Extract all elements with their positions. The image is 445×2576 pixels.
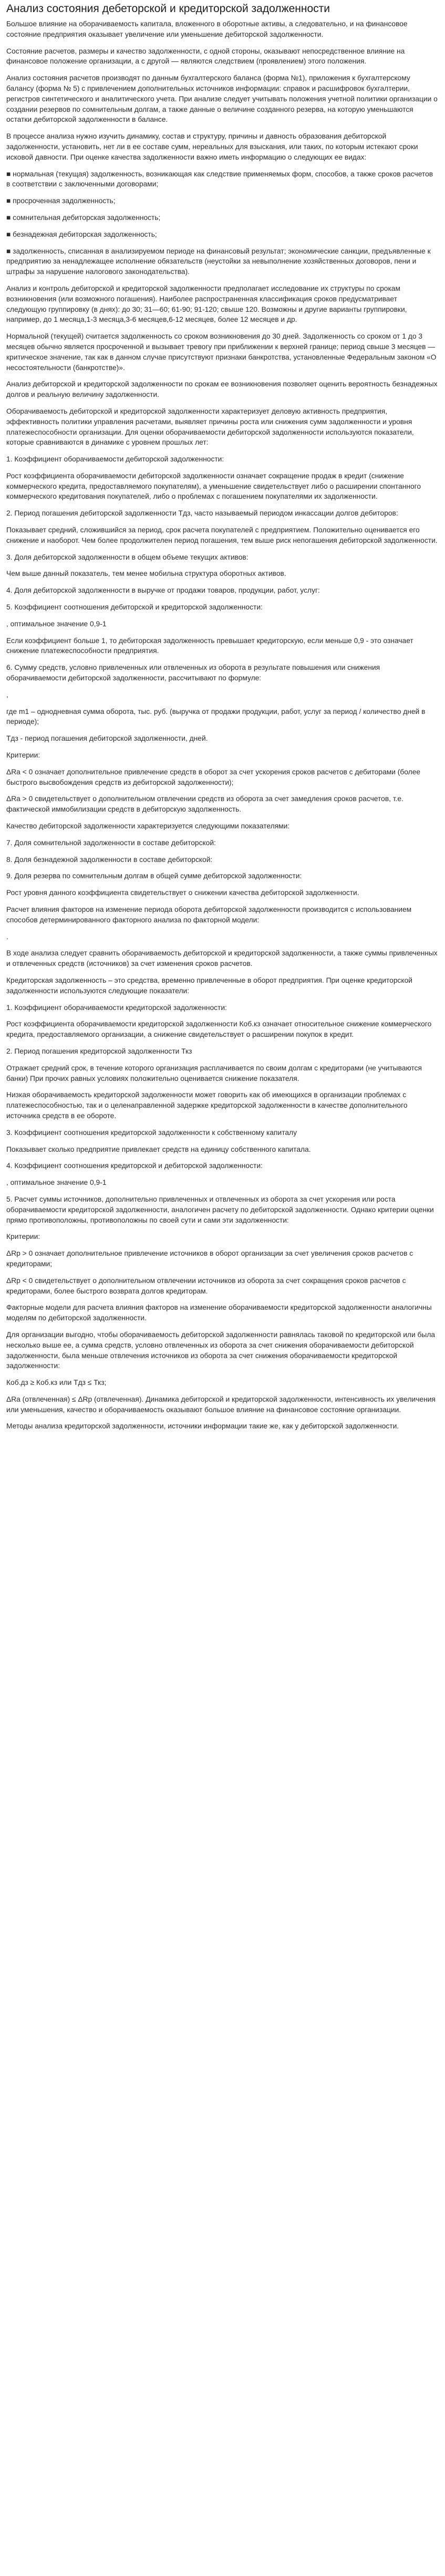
paragraph: Если коэффициент больше 1, то дебиторская задолженность превышает кредиторскую, если меньше 0,9 - это означает снижение платежеспособности предприятия.	[6, 636, 413, 655]
paragraph: 3. Коэффициент соотношения кредиторской задолженности к собственному капиталу	[6, 1128, 297, 1137]
paragraph: Оборачиваемость дебиторской и кредиторской задолженности характеризует деловую активность предприятия, эффективность политики управления расчетами, выявляет причины роста или снижения сумм задолженности и уровня платежеспособности организации. Для оценки оборачиваемости дебиторской задолженности используются показатели, которые сравниваются в динамике с уровнем прошлых лет:	[6, 407, 414, 447]
paragraph: , оптимальное значение 0,9-1	[6, 1179, 107, 1187]
bullet-item: ■ безнадежная дебиторская задолженность;	[6, 229, 439, 240]
paragraph: Большое влияние на оборачиваемость капитала, вложенного в оборотные активы, а следовательно, и на финансовое состояние предприятия оказывает увеличение или уменьшение дебиторской задолженности.	[6, 20, 408, 38]
paragraph: Коб.дз ≥ Коб.кз или Тдз ≤ Ткз;	[6, 1379, 107, 1387]
paragraph: Для организации выгодно, чтобы оборачиваемость дебиторской задолженности равнялась таковой по кредиторской или была несколько выше ее, а сумма средств, условно отвлеченных из оборота за счет снижения оборачиваемости дебиторской задолженности, была меньше отвлечения источников из оборота за счет снижения оборачиваемости кредиторской задолженности:	[6, 1330, 436, 1370]
paragraph: где m1 – однодневная сумма оборота, тыс. руб. (выручка от продажи продукции, работ, услуг за период / количество дней в периоде);	[6, 707, 426, 726]
paragraph: Отражает средний срок, в течение которого организация расплачивается по своим долгам с кредиторами (не учитываются банки) При прочих равных условиях положительно оценивается снижение показателя.	[6, 1064, 422, 1082]
paragraph: 6. Сумму средств, условно привлеченных или отвлеченных из оборота в результате повышения или снижения оборачиваемости дебиторской задолженности, рассчитывают по формуле:	[6, 664, 380, 682]
bullet-item: ■ задолженность, списанная в анализируемом периоде на финансовый результат; экономические санкции, предъявленные к предприятию за ненадлежащее исполнение обязательств (неустойки за невыполнение хозяйственных договоров, пени и штрафы за нарушение налогового законодательства).	[6, 246, 439, 277]
paragraph: Анализ и контроль дебиторской и кредиторской задолженности предполагает исследование их структуры по срокам возникновения (или возможного погашения). Наиболее распространенная классификация сроков предусматривает следующую группировку (в днях): до 30; 31—60; 61-90; 91-120; свыше 120. Возможны и другие варианты группировки, например, до 1 месяца,1-3 месяца,3-6 месяцев,6-12 месяцев, более 12 месяцев и др.	[6, 284, 407, 324]
paragraph: Кредиторская задолженность – это средства, временно привлеченные в оборот предприятия. При оценке кредиторской задолженности используются следующие показатели:	[6, 976, 412, 995]
paragraph: 4. Коэффициент соотношения кредиторской и дебиторской задолженности:	[6, 1162, 263, 1170]
paragraph: Рост коэффициента оборачиваемости кредиторской задолженности Коб.кз означает относительное снижение коммерческого кредита, предоставляемого организации, а снижение свидетельствует о расширении покупок в кредит.	[6, 1020, 432, 1039]
paragraph: 4. Доля дебиторской задолженности в выручке от продажи товаров, продукции, работ, услуг:	[6, 586, 320, 595]
paragraph: 7. Доля сомнительной задолженности в составе дебиторской:	[6, 838, 216, 847]
paragraph: 3. Доля дебиторской задолженности в общем объеме текущих активов:	[6, 553, 249, 561]
paragraph: Анализ дебиторской и кредиторской задолженности по срокам ее возникновения позволяет оценить вероятность безнадежных долгов и реальную величину задолженности.	[6, 380, 438, 399]
article-body	[6, 19, 439, 1432]
paragraph: Критерии:	[6, 1233, 40, 1241]
paragraph: Рост коэффициента оборачиваемости дебиторской задолженности означает сокращение продаж в кредит (снижение коммерческого кредита, предоставляемого покупателям), а уменьшение свидетельствует либо о расширении спонтанного коммерческого кредитования покупателей, либо о проблемах с погашением покупателями их задолженности.	[6, 471, 421, 501]
paragraph: Низкая оборачиваемость кредиторской задолженности может говорить как об имеющихся в организации проблемах с платежеспособностью, так и о целенаправленной задержке кредиторской задолженности в качестве дополнительного источника средств в ее обороте.	[6, 1091, 408, 1120]
paragraph: 1. Коэффициент оборачиваемости дебиторской задолженности:	[6, 455, 224, 464]
paragraph: ΔRр > 0 означает дополнительное привлечение источников в оборот организации за счет увеличения сроков расчетов с кредиторами;	[6, 1249, 413, 1268]
paragraph: 1. Коэффициент оборачиваемости кредиторской задолженности:	[6, 1003, 227, 1012]
paragraph: ΔRа (отвлеченная) ≤ ΔRр (отвлеченная). Динамика дебиторской и кредиторской задолженности, интенсивность их увеличения или уменьшения, качество и оборачиваемость оказывают большое влияние на финансовое состояние организации.	[6, 1395, 436, 1414]
paragraph: В ходе анализа следует сравнить оборачиваемость дебиторской и кредиторской задолженности, а также суммы привлеченных и отвлеченных средств (источников) за счет изменения сроков расчетов.	[6, 949, 438, 968]
paragraph: , оптимальное значение 0,9-1	[6, 619, 107, 628]
paragraph: 2. Период погашения дебиторской задолженности Тдз, часто называемый периодом инкассации долгов дебиторов:	[6, 509, 398, 518]
paragraph: Рост уровня данного коэффициента свидетельствует о снижении качества дебиторской задолженности.	[6, 889, 359, 897]
paragraph: ΔRа < 0 означает дополнительное привлечение средств в оборот за счет ускорения сроков расчетов с дебиторами (более быстрого высвобождения средств из дебиторской задолженности);	[6, 767, 421, 786]
paragraph: Состояние расчетов, размеры и качество задолженности, с одной стороны, оказывают непосредственное влияние на финансовое положение организации, а с другой — являются следствием (проявлением) этого положения.	[6, 47, 405, 66]
paragraph: Нормальной (текущей) считается задолженность со сроком возникновения до 30 дней. Задолженность со сроком от 1 до 3 месяцев обычно является просроченной и вызывает тревогу при приближении к верхней границе; период свыше 3 месяцев — критическое значение, так как в данном случае присутствуют признаки банкротства, установленные Федеральным законом «О несостоятельности (банкротстве)».	[6, 332, 437, 372]
paragraph: Чем выше данный показатель, тем менее мобильна структура оборотных активов.	[6, 570, 286, 578]
paragraph: Показывает сколько предприятие привлекает средств на единицу собственного капитала.	[6, 1145, 311, 1153]
paragraph: ,	[6, 690, 8, 699]
paragraph: .	[6, 932, 8, 941]
paragraph: ΔRр < 0 свидетельствует о дополнительном отвлечении источников из оборота за счет сокращения сроков расчетов с кредиторами, более быстрого возврата долгов кредиторам.	[6, 1276, 406, 1295]
paragraph: 2. Период погашения кредиторской задолженности Ткз	[6, 1047, 192, 1055]
bullet-item: ■ сомнительная дебиторская задолженность;	[6, 213, 439, 223]
paragraph: Качество дебиторской задолженности характеризуется следующими показателями:	[6, 822, 290, 830]
bullet-item: ■ нормальная (текущая) задолженность, возникающая как следствие применяемых форм, способов, а также сроков расчетов в соответствии с заключенными договорами;	[6, 169, 439, 190]
paragraph: В процессе анализа нужно изучить динамику, состав и структуру, причины и давность образования дебиторской задолженности, установить, нет ли в ее составе сумм, нереальных для взыскания, или таких, по которым истекают сроки исковой давности. При оценке качества задолженности важно иметь информацию о следующих ее видах:	[6, 132, 418, 161]
paragraph: Тдз - период погашения дебиторской задолженности, дней.	[6, 734, 208, 743]
paragraph: 5. Расчет суммы источников, дополнительно привлеченных и отвлеченных из оборота за счет ускорения или роста оборачиваемости кредиторской задолженности, аналогичен расчету по дебиторской задолженности. Однако критерии оценки прямо противоположны, противоположны по своей сути и сами эти задолженности:	[6, 1195, 434, 1224]
paragraph: ΔRа > 0 свидетельствует о дополнительном отвлечении средств из оборота за счет замедления сроков расчетов, т.е. фактической иммобилизации средств в дебиторскую задолженность.	[6, 795, 403, 814]
paragraph: Расчет влияния факторов на изменение периода оборота дебиторской задолженности производится с использованием способов детерминированного факторного анализа по факторной модели:	[6, 906, 412, 924]
article-title: Анализ состояния дебеторской и кредиторской задолженности	[6, 3, 330, 15]
paragraph: 5. Коэффициент соотношения дебиторской и кредиторской задолженности:	[6, 603, 263, 612]
paragraph: Показывает средний, сложившийся за период, срок расчета покупателей с предприятием. Положительно оценивается его снижение и наоборот. Чем более продолжителен период погашения, тем выше риск непогашения дебиторской задолженности.	[6, 526, 438, 544]
paragraph: 9. Доля резерва по сомнительным долгам в общей сумме дебиторской задолженности:	[6, 872, 302, 880]
paragraph: Методы анализа кредиторской задолженности, источники информации такие же, как у дебиторской задолженности.	[6, 1422, 399, 1431]
bullet-item: ■ просроченная задолженность;	[6, 196, 439, 206]
paragraph: Критерии:	[6, 751, 40, 760]
paragraph: Факторные модели для расчета влияния факторов на изменение оборачиваемости кредиторской задолженности аналогичны моделям по дебиторской задолженности.	[6, 1303, 432, 1322]
paragraph: 8. Доля безнадежной задолженности в составе дебиторской:	[6, 855, 213, 864]
paragraph: Анализ состояния расчетов производят по данным бухгалтерского баланса (форма №1), приложения к бухгалтерскому балансу (форма № 5) с привлечением дополнительных источников информации: справок и расшифровок бухгалтерии, регистров синтетического и аналитического учета. При анализе следует учитывать положения учетной политики организации о создании резервов по сомнительным долгам, а также данные о величине созданного резерва, на которую уменьшаются остатки дебиторской задолженности в балансе.	[6, 74, 438, 124]
